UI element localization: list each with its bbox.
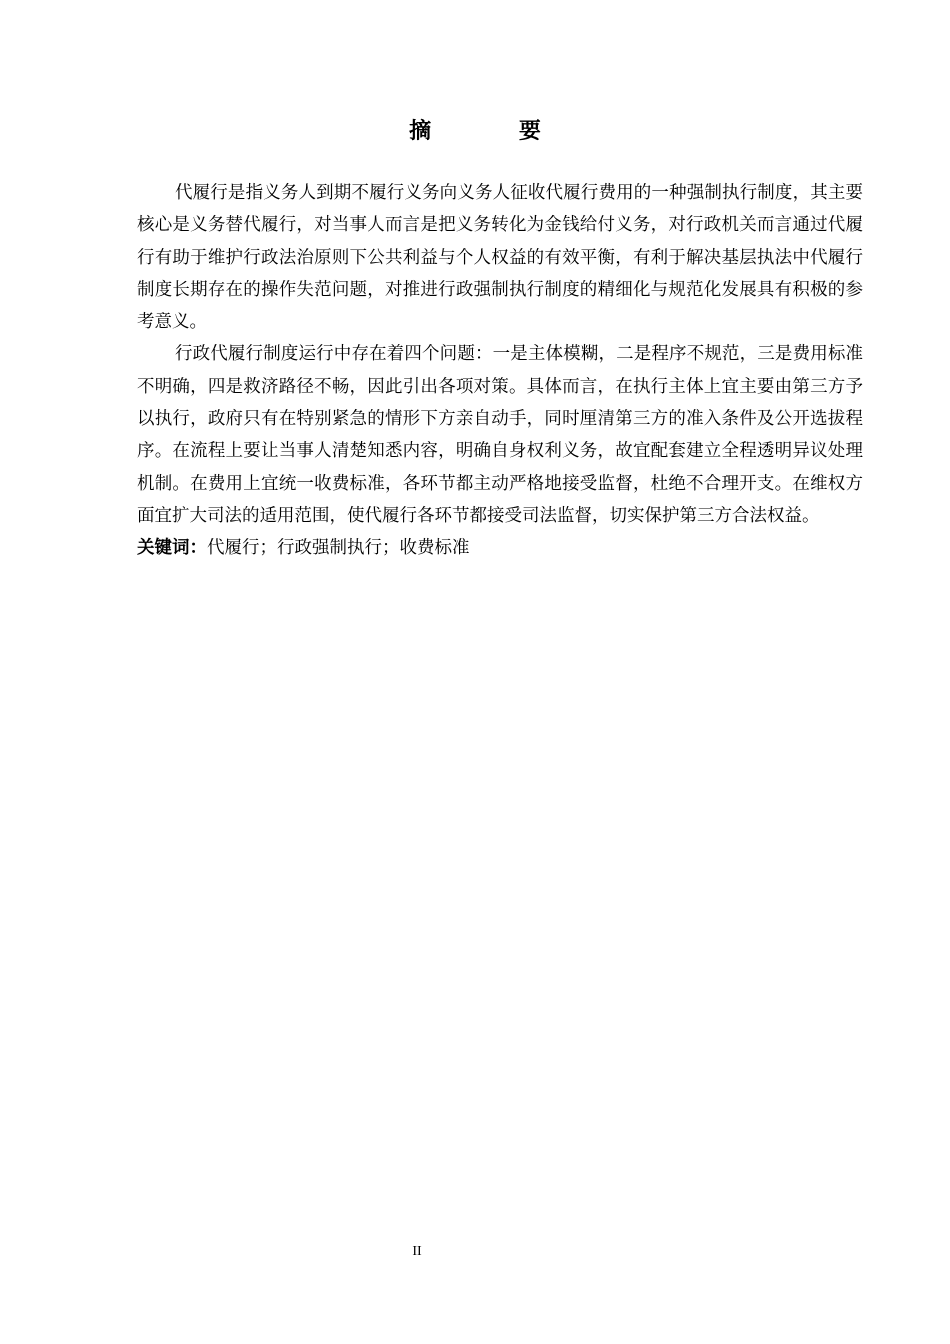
keywords-line (137, 532, 863, 564)
abstract-title: 摘 要 (409, 119, 581, 144)
abstract-paragraph-1: 代履行是指义务人到期不履行义务向义务人征收代履行费用的一种强制执行制度，其主要核心是义务替代履行，对当事人而言是把义务转化为金钱给付义务，对行政机关而言通过代履行有助于维护行政法治原则下公共利益与个人权益的有效平衡，有利于解决基层执法中代履行制度长期存在的操作失范问题，对推进行政强制执行制度的精细化与规范化发展具有积极的参考意义。 (137, 183, 863, 333)
abstract-body (137, 177, 863, 565)
keywords-value: 代履行；行政强制执行；收费标准 (207, 538, 470, 559)
abstract-paragraph-2: 行政代履行制度运行中存在着四个问题：一是主体模糊，二是程序不规范，三是费用标准不明确，四是救济路径不畅，因此引出各项对策。具体而言，在执行主体上宜主要由第三方予以执行，政府只有在特别紧急的情形下方亲自动手，同时厘清第三方的准入条件及公开选拔程序。在流程上要让当事人清楚知悉内容，明确自身权利义务，故宜配套建立全程透明异议处理机制。在费用上宜统一收费标准，各环节都主动严格地接受监督，杜绝不合理开支。在维权方面宜扩大司法的适用范围，使代履行各环节都接受司法监督，切实保护第三方合法权益。 (137, 344, 863, 526)
page-number: II (412, 1244, 422, 1259)
keywords-label: 关键词： (137, 538, 207, 559)
